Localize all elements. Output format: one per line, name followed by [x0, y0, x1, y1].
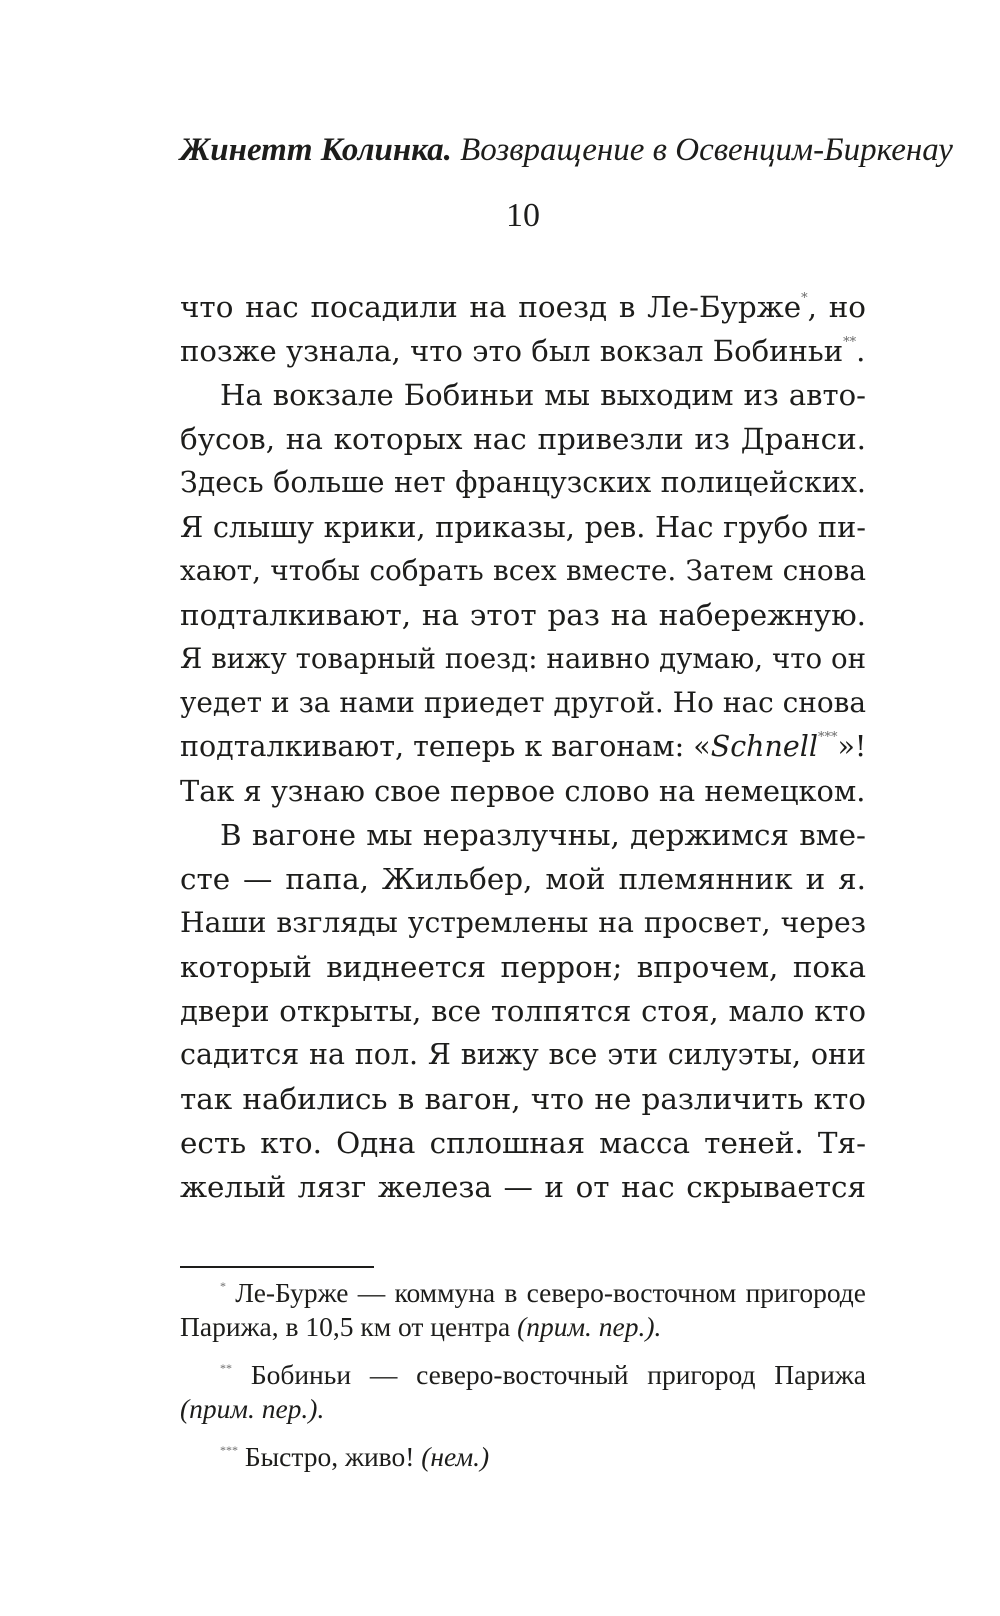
text-line: В вагоне мы неразлучны, держимся вме- — [220, 818, 866, 852]
footnote-2-marker: ** — [220, 1361, 232, 1375]
body-text — [180, 285, 866, 1209]
text-line: хают, чтобы собрать всех вместе. Затем снова — [180, 554, 866, 587]
footnote-marker-3[interactable]: *** — [817, 730, 838, 745]
text-line: что нас посадили на поезд в Ле-Бурже*, но — [180, 290, 867, 324]
text-line: желый лязг железа — и от нас скрывается — [180, 1170, 866, 1204]
footnotes — [180, 1276, 866, 1474]
text-line: Так я узнаю свое первое слово на немецком. — [180, 774, 866, 808]
footnote-3-marker: *** — [220, 1443, 238, 1457]
text-line: бусов, на которых нас привезли из Дранси. — [180, 422, 866, 456]
footnote-2-line: ** Бобиньи — северо-восточный пригород Парижа — [220, 1359, 867, 1390]
footnote-1-line: * Ле-Бурже — коммуна в северо-восточном пригороде — [220, 1277, 866, 1308]
author-name: Жинетт Колинка. — [180, 132, 452, 168]
footnote-separator — [180, 1266, 374, 1268]
text-line: подталкивают, теперь к вагонам: «Schnell***»! — [180, 730, 867, 763]
footnote-marker-1[interactable]: * — [801, 291, 808, 306]
text-line: сте — папа, Жильбер, мой племянник и я. — [180, 862, 866, 896]
text-line: позже узнала, что это был вокзал Бобиньи**. — [180, 334, 866, 368]
footnote-1-line: Парижа, в 10,5 км от центра (прим. пер.). — [180, 1311, 662, 1342]
text-line: Я слышу крики, приказы, рев. Нас грубо пи- — [180, 510, 866, 544]
text-line: есть кто. Одна сплошная масса теней. Тя- — [180, 1126, 866, 1160]
text-line: двери открыты, все толпятся стоя, мало кто — [180, 994, 866, 1028]
text-line: который виднеется перрон; впрочем, пока — [180, 950, 866, 984]
text-line: уедет и за нами приедет другой. Но нас снова — [180, 686, 866, 719]
footnote-3-line: *** Быстро, живо! (нем.) — [220, 1441, 490, 1472]
text-line: Наши взгляды устремлены на просвет, через — [180, 906, 866, 939]
text-line: садится на пол. Я вижу все эти силуэты, они — [180, 1038, 866, 1071]
running-head — [180, 130, 953, 170]
german-word: Schnell — [710, 730, 818, 763]
footnote-1-marker: * — [220, 1279, 226, 1293]
text-line: На вокзале Бобиньи мы выходим из авто- — [220, 378, 866, 412]
book-title: Возвращение в Освенцим-Биркенау — [460, 132, 953, 168]
text-line: подталкивают, на этот раз на набережную. — [180, 598, 866, 632]
footnote-marker-2[interactable]: ** — [843, 335, 857, 350]
text-line: Здесь больше нет французских полицейских. — [180, 466, 866, 499]
footnote-2-line: (прим. пер.). — [180, 1393, 325, 1424]
text-line: Я вижу товарный поезд: наивно думаю, что он — [180, 642, 866, 675]
page-number: 10 — [506, 197, 540, 234]
text-line: так набились в вагон, что не различить кто — [180, 1082, 866, 1116]
